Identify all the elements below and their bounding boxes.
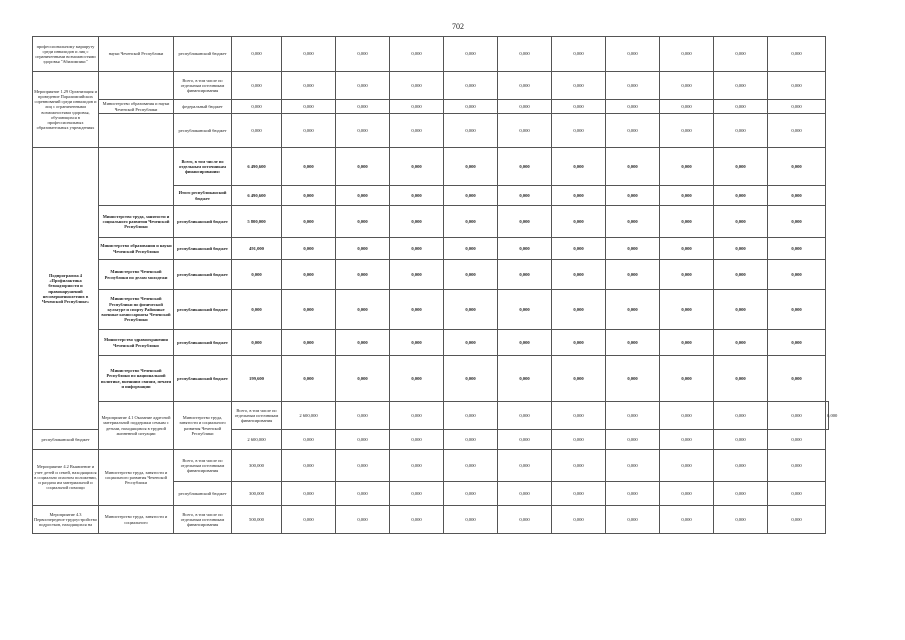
table-row bbox=[33, 72, 829, 100]
funding-source-cell: республиканский бюджет bbox=[174, 482, 232, 506]
responsible-cell: науки Чеченской Республики bbox=[99, 37, 174, 72]
value-cell: 0,000 bbox=[714, 148, 768, 186]
funding-source-cell: республиканский бюджет bbox=[174, 238, 232, 260]
value-cell: 0,000 bbox=[768, 506, 826, 534]
value-cell: 0,000 bbox=[498, 238, 552, 260]
value-cell: 0,000 bbox=[390, 356, 444, 402]
value-cell: 0,000 bbox=[232, 330, 282, 356]
value-cell: 0,000 bbox=[336, 450, 390, 482]
value-cell: 199,600 bbox=[232, 356, 282, 402]
value-cell: 0,000 bbox=[498, 100, 552, 114]
value-cell: 0,000 bbox=[336, 186, 390, 206]
value-cell: 0,000 bbox=[714, 100, 768, 114]
value-cell: 0,000 bbox=[768, 37, 826, 72]
value-cell: 0,000 bbox=[714, 260, 768, 290]
value-cell: 0,000 bbox=[768, 186, 826, 206]
value-cell: 0,000 bbox=[714, 206, 768, 238]
value-cell: 0,000 bbox=[336, 482, 390, 506]
value-cell: 0,000 bbox=[714, 72, 768, 100]
value-cell: 0,000 bbox=[336, 114, 390, 148]
funding-source-cell: федеральный бюджет bbox=[174, 100, 232, 114]
value-cell: 0,000 bbox=[390, 330, 444, 356]
value-cell: 300,000 bbox=[232, 450, 282, 482]
value-cell: 0,000 bbox=[282, 356, 336, 402]
value-cell: 0,000 bbox=[444, 330, 498, 356]
value-cell: 0,000 bbox=[390, 506, 444, 534]
value-cell: 0,000 bbox=[552, 72, 606, 100]
funding-source-cell: Всего, в том числе по отдельным источникам финансирования bbox=[174, 450, 232, 482]
responsible-cell: Министерство образования и науки Чеченской Республики bbox=[99, 100, 174, 114]
value-cell: 0,000 bbox=[390, 186, 444, 206]
value-cell: 0,000 bbox=[768, 148, 826, 186]
value-cell: 0,000 bbox=[660, 148, 714, 186]
program-cell: Подпрограмма 4 «Профилактика безнадзорности и правонарушений несовершеннолетних в Чеченской Республике» bbox=[33, 148, 99, 430]
value-cell: 0,000 bbox=[444, 356, 498, 402]
value-cell: 0,000 bbox=[232, 114, 282, 148]
value-cell: 0,000 bbox=[232, 260, 282, 290]
value-cell: 0,000 bbox=[714, 238, 768, 260]
table-row bbox=[33, 238, 829, 260]
value-cell: 0,000 bbox=[498, 290, 552, 330]
value-cell: 0,000 bbox=[552, 148, 606, 186]
table-row bbox=[33, 506, 829, 534]
value-cell: 0,000 bbox=[498, 482, 552, 506]
value-cell: 0,000 bbox=[444, 450, 498, 482]
value-cell: 0,000 bbox=[390, 450, 444, 482]
table-row bbox=[33, 37, 829, 72]
table-row bbox=[33, 260, 829, 290]
table-row bbox=[33, 114, 829, 148]
value-cell: 0,000 bbox=[390, 114, 444, 148]
funding-source-cell: республиканский бюджет bbox=[174, 260, 232, 290]
value-cell: 0,000 bbox=[498, 356, 552, 402]
value-cell: 0,000 bbox=[714, 402, 768, 430]
value-cell: 0,000 bbox=[606, 356, 660, 402]
value-cell: 2 600,000 bbox=[232, 430, 282, 450]
value-cell: 0,000 bbox=[498, 430, 552, 450]
responsible-cell: Министерство Чеченской Республики по делам молодежи bbox=[99, 260, 174, 290]
value-cell: 0,000 bbox=[552, 260, 606, 290]
value-cell: 0,000 bbox=[336, 506, 390, 534]
value-cell: 0,000 bbox=[660, 482, 714, 506]
value-cell: 0,000 bbox=[768, 238, 826, 260]
value-cell: 0,000 bbox=[660, 114, 714, 148]
value-cell: 0,000 bbox=[552, 238, 606, 260]
value-cell: 6 490,600 bbox=[232, 186, 282, 206]
value-cell: 491,000 bbox=[232, 238, 282, 260]
value-cell: 0,000 bbox=[498, 37, 552, 72]
funding-source-cell: республиканский бюджет bbox=[174, 114, 232, 148]
program-cell: Мероприятие 1.29 Организация и проведение Паралимпийских соревнований среди инвалидов и лиц с ограниченными возможностями здоровья, обучающихся в профессиональных образовательных учреждениях bbox=[33, 72, 99, 148]
value-cell: 0,000 bbox=[660, 430, 714, 450]
value-cell: 0,000 bbox=[282, 482, 336, 506]
value-cell: 0,000 bbox=[444, 37, 498, 72]
page-bottom-margin bbox=[0, 580, 905, 640]
value-cell: 0,000 bbox=[606, 450, 660, 482]
value-cell: 0,000 bbox=[606, 72, 660, 100]
value-cell: 0,000 bbox=[444, 506, 498, 534]
table-row bbox=[33, 356, 829, 402]
value-cell: 0,000 bbox=[660, 37, 714, 72]
value-cell: 0,000 bbox=[606, 260, 660, 290]
value-cell: 0,000 bbox=[282, 506, 336, 534]
value-cell: 0,000 bbox=[336, 356, 390, 402]
funding-source-cell: Всего, в том числе по отдельным источникам финансирования bbox=[232, 402, 282, 430]
page-number: 702 bbox=[452, 22, 464, 31]
value-cell: 0,000 bbox=[606, 482, 660, 506]
value-cell: 0,000 bbox=[390, 148, 444, 186]
funding-source-cell: республиканский бюджет bbox=[174, 356, 232, 402]
value-cell: 0,000 bbox=[606, 402, 660, 430]
value-cell: 0,000 bbox=[714, 186, 768, 206]
value-cell: 0,000 bbox=[714, 506, 768, 534]
value-cell: 0,000 bbox=[336, 72, 390, 100]
funding-source-cell: Итого республиканский бюджет bbox=[174, 186, 232, 206]
value-cell: 0,000 bbox=[552, 206, 606, 238]
value-cell: 0,000 bbox=[660, 186, 714, 206]
value-cell: 0,000 bbox=[768, 72, 826, 100]
value-cell: 0,000 bbox=[336, 430, 390, 450]
funding-source-cell: Всего, в том числе по отдельным источникам финансирования bbox=[174, 72, 232, 100]
value-cell: 0,000 bbox=[444, 290, 498, 330]
value-cell: 0,000 bbox=[552, 482, 606, 506]
value-cell: 0,000 bbox=[444, 482, 498, 506]
value-cell: 5 800,000 bbox=[232, 206, 282, 238]
value-cell: 0,000 bbox=[282, 148, 336, 186]
table-row bbox=[33, 402, 829, 430]
value-cell: 0,000 bbox=[232, 100, 282, 114]
value-cell: 0,000 bbox=[826, 402, 829, 430]
value-cell: 0,000 bbox=[660, 238, 714, 260]
funding-source-cell: Всего, в том числе по отдельным источникам финансирования bbox=[174, 506, 232, 534]
value-cell: 0,000 bbox=[390, 72, 444, 100]
value-cell: 0,000 bbox=[606, 100, 660, 114]
value-cell: 0,000 bbox=[336, 100, 390, 114]
responsible-cell bbox=[99, 148, 174, 206]
value-cell: 0,000 bbox=[336, 37, 390, 72]
value-cell: 0,000 bbox=[768, 450, 826, 482]
value-cell: 0,000 bbox=[660, 402, 714, 430]
value-cell: 0,000 bbox=[552, 37, 606, 72]
value-cell: 0,000 bbox=[390, 430, 444, 450]
program-cell: профессиональному маршруту среди инвалидов и лиц с ограниченными возможностями здоровья "Абилимпикс" bbox=[33, 37, 99, 72]
program-cell: Мероприятие 4.3 Первоочередное трудоустройство подростков, находящихся на bbox=[33, 506, 99, 534]
value-cell: 0,000 bbox=[498, 186, 552, 206]
value-cell: 0,000 bbox=[606, 430, 660, 450]
value-cell: 0,000 bbox=[498, 330, 552, 356]
value-cell: 0,000 bbox=[498, 148, 552, 186]
funding-source-cell: республиканский бюджет bbox=[174, 290, 232, 330]
value-cell: 0,000 bbox=[336, 260, 390, 290]
value-cell: 0,000 bbox=[552, 450, 606, 482]
value-cell: 0,000 bbox=[768, 100, 826, 114]
responsible-cell: Министерство труда, занятости и социального развития Чеченской Республики bbox=[99, 450, 174, 506]
value-cell: 0,000 bbox=[768, 114, 826, 148]
value-cell: 0,000 bbox=[390, 206, 444, 238]
value-cell: 0,000 bbox=[768, 260, 826, 290]
value-cell: 0,000 bbox=[232, 290, 282, 330]
value-cell: 0,000 bbox=[660, 260, 714, 290]
value-cell: 0,000 bbox=[552, 100, 606, 114]
value-cell: 0,000 bbox=[660, 330, 714, 356]
value-cell: 0,000 bbox=[552, 356, 606, 402]
value-cell: 0,000 bbox=[660, 450, 714, 482]
value-cell: 0,000 bbox=[552, 114, 606, 148]
value-cell: 0,000 bbox=[714, 330, 768, 356]
value-cell: 300,000 bbox=[232, 482, 282, 506]
responsible-cell: Министерство здравоохранения Чеченской Республики bbox=[99, 330, 174, 356]
value-cell: 0,000 bbox=[552, 290, 606, 330]
value-cell: 0,000 bbox=[444, 100, 498, 114]
responsible-cell: Министерство труда, занятости и социального развития Чеченской Республики bbox=[99, 206, 174, 238]
funding-source-cell: республиканский бюджет bbox=[33, 430, 99, 450]
responsible-cell bbox=[99, 72, 174, 100]
table-row bbox=[33, 206, 829, 238]
responsible-cell: Министерство труда, занятости и социального bbox=[99, 506, 174, 534]
value-cell: 0,000 bbox=[498, 260, 552, 290]
value-cell: 0,000 bbox=[660, 72, 714, 100]
value-cell: 0,000 bbox=[768, 482, 826, 506]
value-cell: 0,000 bbox=[606, 114, 660, 148]
responsible-cell: Министерство образования и науки Чеченской Республики bbox=[99, 238, 174, 260]
funding-source-cell: республиканский бюджет bbox=[174, 330, 232, 356]
value-cell: 0,000 bbox=[444, 186, 498, 206]
table-row bbox=[33, 450, 829, 482]
responsible-cell bbox=[99, 114, 174, 148]
value-cell: 0,000 bbox=[282, 186, 336, 206]
value-cell: 0,000 bbox=[552, 186, 606, 206]
table-row bbox=[33, 148, 829, 186]
value-cell: 0,000 bbox=[282, 260, 336, 290]
value-cell: 0,000 bbox=[390, 402, 444, 430]
value-cell: 0,000 bbox=[714, 37, 768, 72]
value-cell: 0,000 bbox=[336, 148, 390, 186]
value-cell: 0,000 bbox=[498, 206, 552, 238]
value-cell: 0,000 bbox=[714, 450, 768, 482]
value-cell: 500,000 bbox=[232, 506, 282, 534]
value-cell: 0,000 bbox=[444, 238, 498, 260]
value-cell: 0,000 bbox=[498, 72, 552, 100]
value-cell: 0,000 bbox=[444, 72, 498, 100]
responsible-cell: Министерство Чеченской Республики по физической культуре и спорту Районные военные комиссариаты Чеченской Республики bbox=[99, 290, 174, 330]
value-cell: 0,000 bbox=[282, 72, 336, 100]
value-cell: 0,000 bbox=[714, 482, 768, 506]
value-cell: 0,000 bbox=[552, 506, 606, 534]
table-row bbox=[33, 330, 829, 356]
value-cell: 0,000 bbox=[552, 430, 606, 450]
value-cell: 0,000 bbox=[606, 186, 660, 206]
value-cell: 0,000 bbox=[282, 450, 336, 482]
value-cell: 0,000 bbox=[390, 37, 444, 72]
value-cell: 0,000 bbox=[444, 430, 498, 450]
value-cell: 0,000 bbox=[498, 450, 552, 482]
value-cell: 0,000 bbox=[660, 206, 714, 238]
value-cell: 0,000 bbox=[606, 238, 660, 260]
value-cell: 0,000 bbox=[336, 206, 390, 238]
value-cell: 0,000 bbox=[282, 290, 336, 330]
value-cell: 0,000 bbox=[768, 402, 826, 430]
value-cell: 0,000 bbox=[444, 260, 498, 290]
value-cell: 0,000 bbox=[660, 100, 714, 114]
value-cell: 0,000 bbox=[336, 330, 390, 356]
value-cell: 0,000 bbox=[768, 356, 826, 402]
table-row bbox=[33, 100, 829, 114]
value-cell: 0,000 bbox=[336, 238, 390, 260]
program-cell: Мероприятие 4.1 Оказание адресной материальной поддержки семьям с детьми, находящимся в трудной жизненной ситуации bbox=[99, 402, 174, 450]
responsible-cell: Министерство Чеченской Республики по национальной политике, внешним связям, печати и информации bbox=[99, 356, 174, 402]
value-cell: 0,000 bbox=[282, 37, 336, 72]
value-cell: 0,000 bbox=[390, 482, 444, 506]
value-cell: 0,000 bbox=[444, 114, 498, 148]
value-cell: 0,000 bbox=[606, 330, 660, 356]
value-cell: 0,000 bbox=[444, 148, 498, 186]
value-cell: 0,000 bbox=[660, 290, 714, 330]
value-cell: 0,000 bbox=[232, 72, 282, 100]
value-cell: 0,000 bbox=[660, 356, 714, 402]
value-cell: 0,000 bbox=[282, 330, 336, 356]
value-cell: 0,000 bbox=[552, 330, 606, 356]
value-cell: 0,000 bbox=[660, 506, 714, 534]
value-cell: 0,000 bbox=[714, 356, 768, 402]
value-cell: 0,000 bbox=[498, 402, 552, 430]
funding-source-cell: республиканский бюджет bbox=[174, 206, 232, 238]
value-cell: 0,000 bbox=[606, 290, 660, 330]
value-cell: 0,000 bbox=[390, 290, 444, 330]
value-cell: 0,000 bbox=[444, 206, 498, 238]
value-cell: 0,000 bbox=[232, 37, 282, 72]
value-cell: 0,000 bbox=[390, 238, 444, 260]
value-cell: 2 600,000 bbox=[282, 402, 336, 430]
funding-source-cell: республиканский бюджет bbox=[174, 37, 232, 72]
value-cell: 0,000 bbox=[768, 290, 826, 330]
value-cell: 0,000 bbox=[282, 206, 336, 238]
value-cell: 0,000 bbox=[606, 506, 660, 534]
value-cell: 0,000 bbox=[714, 114, 768, 148]
value-cell: 0,000 bbox=[390, 100, 444, 114]
value-cell: 0,000 bbox=[282, 238, 336, 260]
value-cell: 0,000 bbox=[498, 114, 552, 148]
funding-source-cell: Всего, в том числе по отдельным источникам финансирования: bbox=[174, 148, 232, 186]
value-cell: 0,000 bbox=[606, 206, 660, 238]
value-cell: 0,000 bbox=[282, 100, 336, 114]
value-cell: 0,000 bbox=[714, 290, 768, 330]
value-cell: 0,000 bbox=[282, 430, 336, 450]
value-cell: 0,000 bbox=[498, 506, 552, 534]
value-cell: 0,000 bbox=[552, 402, 606, 430]
value-cell: 0,000 bbox=[606, 148, 660, 186]
budget-table bbox=[32, 36, 838, 534]
value-cell: 0,000 bbox=[714, 430, 768, 450]
value-cell: 0,000 bbox=[768, 330, 826, 356]
table-row bbox=[33, 290, 829, 330]
value-cell: 0,000 bbox=[336, 290, 390, 330]
value-cell: 0,000 bbox=[444, 402, 498, 430]
value-cell: 6 490,600 bbox=[232, 148, 282, 186]
responsible-cell: Министерство труда, занятости и социального развития Чеченской Республики bbox=[174, 402, 232, 450]
value-cell: 0,000 bbox=[390, 260, 444, 290]
program-cell: Мероприятие 4.2 Выявление и учет детей и семей, находящихся в социально опасном положении, и раздача им материальной и социальной помощи bbox=[33, 450, 99, 506]
value-cell: 0,000 bbox=[768, 430, 826, 450]
value-cell: 0,000 bbox=[336, 402, 390, 430]
value-cell: 0,000 bbox=[768, 206, 826, 238]
value-cell: 0,000 bbox=[282, 114, 336, 148]
value-cell: 0,000 bbox=[606, 37, 660, 72]
